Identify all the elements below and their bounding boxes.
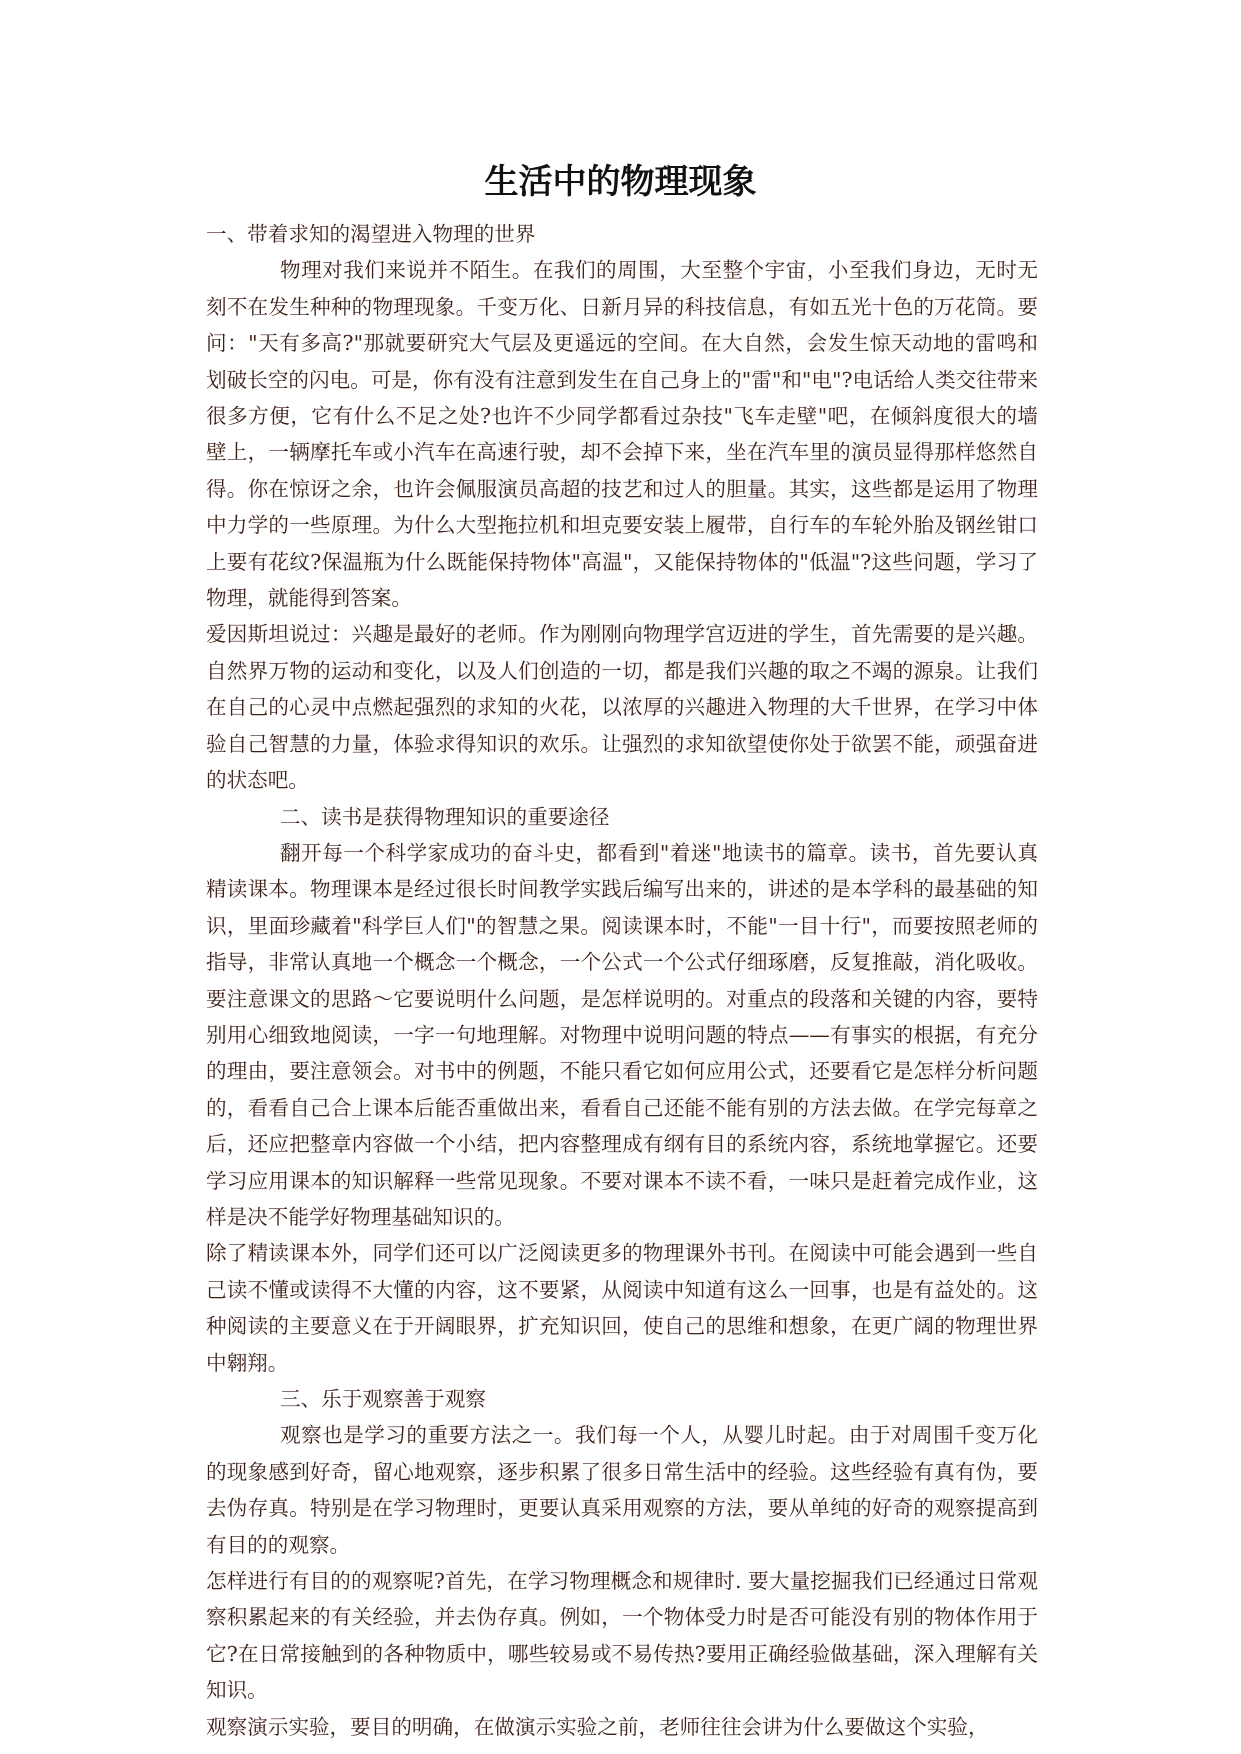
paragraph: 除了精读课本外，同学们还可以广泛阅读更多的物理课外书刊。在阅读中可能会遇到一些自己读不懂或读得不大懂的内容，这不要紧，从阅读中知道有这么一回事，也是有益处的。这种阅读的主要意义在于开阔眼界，扩充知识回，使自己的思维和想象，在更广阔的物理世界中翱翔。	[206, 1241, 1038, 1375]
paragraph: 观察也是学习的重要方法之一。我们每一个人，从婴儿时起。由于对周围千变万化的现象感到好奇，留心地观察，逐步积累了很多日常生活中的经验。这些经验有真有伪，要去伪存真。特别是在学习物理时，更要认真采用观察的方法，要从单纯的好奇的观察提高到有目的的观察。	[206, 1423, 1038, 1557]
document-body	[206, 216, 1038, 1745]
paragraph: 爱因斯坦说过：兴趣是最好的老师。作为刚刚向物理学宫迈进的学生，首先需要的是兴趣。自然界万物的运动和变化，以及人们创造的一切，都是我们兴趣的取之不竭的源泉。让我们在自己的心灵中点燃起强烈的求知的火花，以浓厚的兴趣进入物理的大千世界，在学习中体验自己智慧的力量，体验求得知识的欢乐。让强烈的求知欲望使你处于欲罢不能，顽强奋进的状态吧。	[206, 622, 1038, 793]
paragraph: 物理对我们来说并不陌生。在我们的周围，大至整个宇宙，小至我们身边，无时无刻不在发生种种的物理现象。千变万化、日新月异的科技信息，有如五光十色的万花筒。要问："天有多高?"那就要研究大气层及更遥远的空间。在大自然，会发生惊天动地的雷鸣和划破长空的闪电。可是，你有没有注意到发生在自己身上的"雷"和"电"?电话给人类交往带来很多方便，它有什么不足之处?也许不少同学都看过杂技"飞车走壁"吧，在倾斜度很大的墙壁上，一辆摩托车或小汽车在高速行驶，却不会掉下来，坐在汽车里的演员显得那样悠然自得。你在惊讶之余，也许会佩服演员高超的技艺和过人的胆量。其实，这些都是运用了物理中力学的一些原理。为什么大型拖拉机和坦克要安装上履带，自行车的车轮外胎及钢丝钳口上要有花纹?保温瓶为什么既能保持物体"高温"，又能保持物体的"低温"?这些问题，学习了物理，就能得到答案。	[206, 258, 1038, 611]
section-heading-1: 一、带着求知的渴望进入物理的世界	[206, 222, 536, 246]
section-heading-3: 三、乐于观察善于观察	[280, 1387, 486, 1411]
paragraph: 怎样进行有目的的观察呢?首先，在学习物理概念和规律时. 要大量挖掘我们已经通过日常观察积累起来的有关经验，并去伪存真。例如，一个物体受力时是否可能没有别的物体作用于它?在日常接触到的各种物质中，哪些较易或不易传热?要用正确经验做基础，深入理解有关知识。	[206, 1569, 1038, 1703]
page-title: 生活中的物理现象	[484, 162, 757, 202]
paragraph: 翻开每一个科学家成功的奋斗史，都看到"着迷"地读书的篇章。读书，首先要认真精读课本。物理课本是经过很长时间教学实践后编写出来的，讲述的是本学科的最基础的知识，里面珍藏着"科学巨人们"的智慧之果。阅读课本时，不能"一目十行"，而要按照老师的指导，非常认真地一个概念一个概念，一个公式一个公式仔细琢磨，反复推敲，消化吸收。要注意课文的思路～它要说明什么问题，是怎样说明的。对重点的段落和关键的内容，要特别用心细致地阅读，一字一句地理解。对物理中说明问题的特点——有事实的根据，有充分的理由，要注意领会。对书中的例题，不能只看它如何应用公式，还要看它是怎样分析问题的，看看自己合上课本后能否重做出来，看看自己还能不能有别的方法去做。在学完每章之后，还应把整章内容做一个小结，把内容整理成有纲有目的系统内容，系统地掌握它。还要学习应用课本的知识解释一些常见现象。不要对课本不读不看，一味只是赶着完成作业，这样是决不能学好物理基础知识的。	[206, 840, 1038, 1229]
section-heading-2: 二、读书是获得物理知识的重要途径	[280, 804, 610, 829]
paragraph: 观察演示实验，要目的明确，在做演示实验之前，老师往往会讲为什么要做这个实验，	[206, 1714, 989, 1739]
